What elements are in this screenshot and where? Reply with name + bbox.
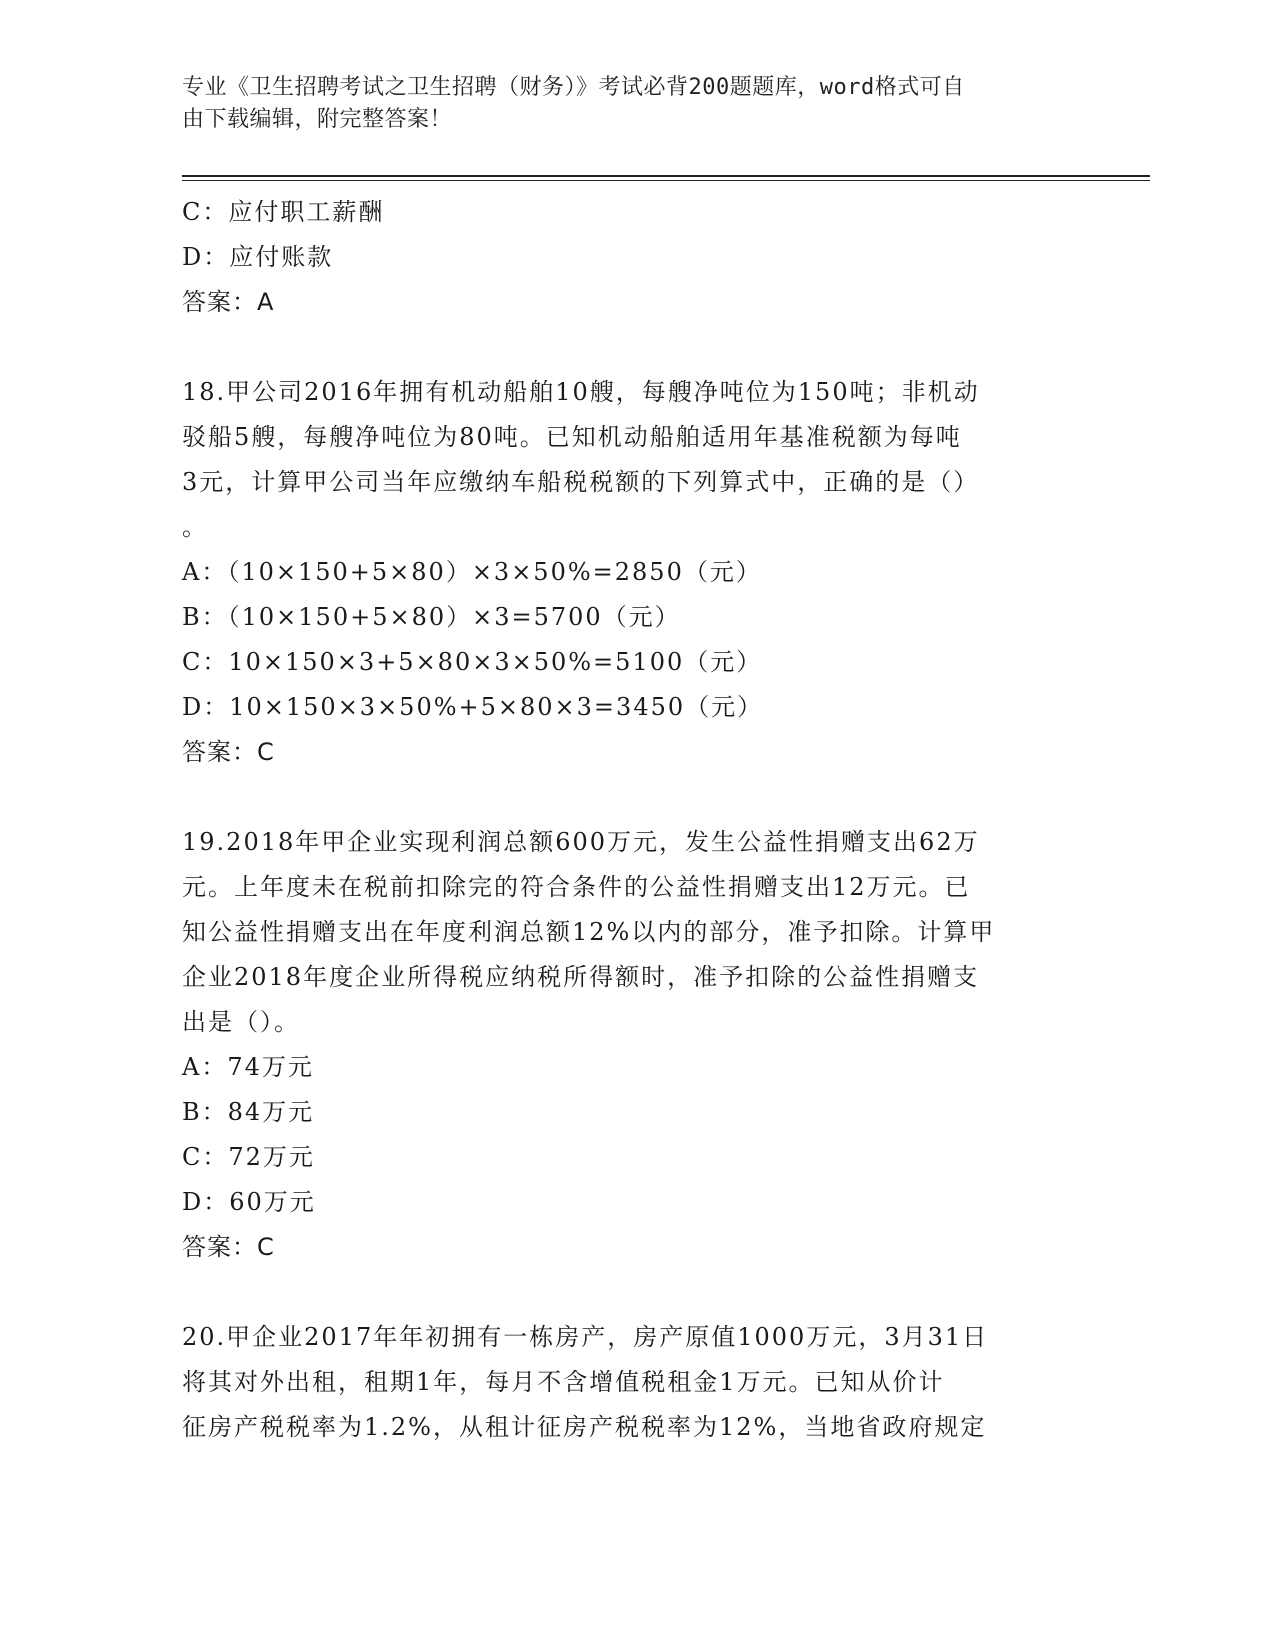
question-text-line: 元。上年度未在税前扣除完的符合条件的公益性捐赠支出12万元。已 bbox=[182, 873, 971, 901]
question-text-line: 18.甲公司2016年拥有机动船舶10艘，每艘净吨位为150吨；非机动 bbox=[182, 378, 980, 406]
answer: 答案：C bbox=[182, 738, 275, 766]
option-d: D：应付账款 bbox=[182, 243, 334, 271]
page-header bbox=[182, 72, 1062, 136]
question-text-line: 3元，计算甲公司当年应缴纳车船税税额的下列算式中，正确的是（） bbox=[182, 468, 980, 496]
spacer bbox=[182, 1270, 1082, 1315]
option-c: C：10×150×3+5×80×3×50%=5100（元） bbox=[182, 648, 763, 676]
question-18 bbox=[182, 370, 1082, 775]
header-divider-thin bbox=[182, 180, 1150, 181]
option-c: C：72万元 bbox=[182, 1143, 315, 1171]
header-divider-thick bbox=[182, 175, 1150, 177]
spacer bbox=[182, 325, 1082, 370]
question-17 bbox=[182, 190, 1082, 325]
option-b: B：（10×150+5×80）×3=5700（元） bbox=[182, 603, 681, 631]
answer: 答案：A bbox=[182, 288, 275, 316]
option-a: A：74万元 bbox=[182, 1053, 314, 1081]
question-text-line: 20.甲企业2017年年初拥有一栋房产，房产原值1000万元，3月31日 bbox=[182, 1323, 989, 1351]
question-20 bbox=[182, 1315, 1082, 1450]
option-d: D：60万元 bbox=[182, 1188, 316, 1216]
question-19 bbox=[182, 820, 1082, 1270]
question-text-line: 19.2018年甲企业实现利润总额600万元，发生公益性捐赠支出62万 bbox=[182, 828, 980, 856]
spacer bbox=[182, 775, 1082, 820]
question-text-line: 征房产税税率为1.2%，从租计征房产税税率为12%，当地省政府规定 bbox=[182, 1413, 987, 1441]
header-line-2: 由下载编辑，附完整答案！ bbox=[182, 107, 453, 132]
option-a: A：（10×150+5×80）×3×50%=2850（元） bbox=[182, 558, 762, 586]
document-body bbox=[182, 190, 1082, 1450]
header-line-1: 专业《卫生招聘考试之卫生招聘（财务）》考试必背200题题库，word格式可自 bbox=[182, 75, 965, 100]
question-text-line: 企业2018年度企业所得税应纳税所得额时，准予扣除的公益性捐赠支 bbox=[182, 963, 980, 991]
question-text-line: 驳船5艘，每艘净吨位为80吨。已知机动船舶适用年基准税额为每吨 bbox=[182, 423, 962, 451]
option-d: D：10×150×3×50%+5×80×3=3450（元） bbox=[182, 693, 764, 721]
option-c: C：应付职工薪酬 bbox=[182, 198, 385, 226]
question-text-line: 出是（）。 bbox=[182, 1008, 300, 1036]
question-text-line: 。 bbox=[182, 513, 208, 541]
question-text-line: 将其对外出租，租期1年，每月不含增值税租金1万元。已知从价计 bbox=[182, 1368, 945, 1396]
option-b: B：84万元 bbox=[182, 1098, 315, 1126]
answer: 答案：C bbox=[182, 1233, 275, 1261]
question-text-line: 知公益性捐赠支出在年度利润总额12%以内的部分，准予扣除。计算甲 bbox=[182, 918, 996, 946]
